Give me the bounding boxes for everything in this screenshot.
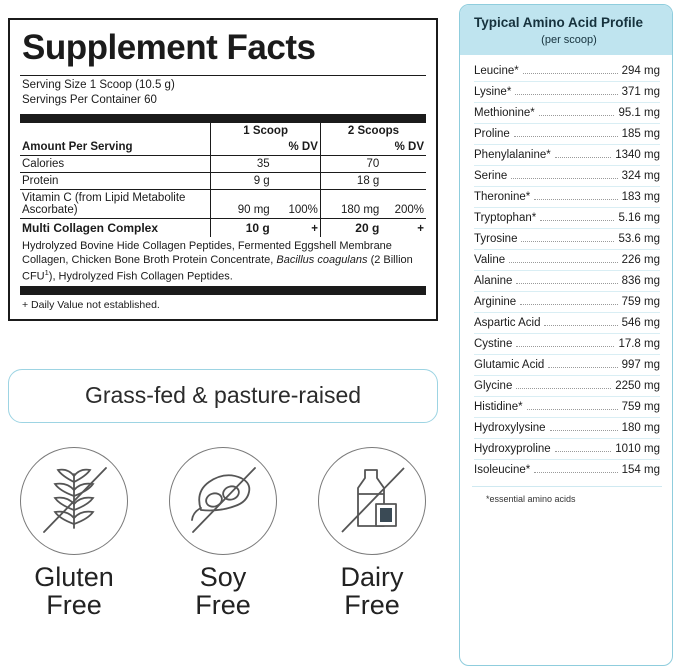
amino-value: 546 mg bbox=[621, 317, 660, 329]
amino-name: Serine bbox=[474, 170, 508, 182]
nutrient-amount-1: 90 mg bbox=[211, 189, 272, 218]
divider-thick-1 bbox=[20, 114, 426, 123]
list-item bbox=[474, 103, 660, 123]
serving-size: Serving Size 1 Scoop (10.5 g) bbox=[22, 78, 175, 91]
list-item bbox=[474, 376, 660, 396]
amino-name: Glycine bbox=[474, 380, 513, 392]
list-item bbox=[474, 355, 660, 375]
amino-name: Phenylalanine* bbox=[474, 149, 551, 161]
table-header-row bbox=[20, 123, 426, 139]
leader-dots bbox=[548, 360, 617, 368]
free-from-group bbox=[8, 447, 438, 620]
complex-desc-line4: ), Hydrolyzed Fish Collagen Peptides. bbox=[48, 270, 233, 283]
leader-dots bbox=[520, 297, 617, 305]
leader-dots bbox=[521, 234, 614, 242]
amino-name: Proline bbox=[474, 128, 510, 140]
amino-name: Tyrosine bbox=[474, 233, 518, 245]
column-header-1-scoop: 1 Scoop bbox=[211, 123, 321, 139]
amino-name: Hydroxyproline bbox=[474, 443, 551, 455]
amino-name: Hydroxylysine bbox=[474, 422, 546, 434]
amount-per-serving-label: Amount Per Serving bbox=[20, 139, 211, 156]
amino-name: Theronine* bbox=[474, 191, 531, 203]
list-item bbox=[474, 460, 660, 480]
supplement-facts-panel bbox=[8, 18, 438, 321]
multi-collagen-description-row bbox=[20, 237, 426, 286]
servings-per-container: Servings Per Container 60 bbox=[22, 94, 157, 107]
dv-header-2: % DV bbox=[381, 139, 426, 156]
amino-name: Arginine bbox=[474, 296, 517, 308]
list-item bbox=[474, 61, 660, 81]
list-item bbox=[474, 82, 660, 102]
amino-name: Tryptophan* bbox=[474, 212, 537, 224]
amino-value: 997 mg bbox=[621, 359, 660, 371]
list-item bbox=[474, 292, 660, 312]
free-from-label bbox=[8, 563, 140, 620]
amino-value: 836 mg bbox=[621, 275, 660, 287]
free-from-line1: Dairy bbox=[340, 561, 404, 592]
amino-name: Cystine bbox=[474, 338, 513, 350]
leader-dots bbox=[534, 192, 617, 200]
free-from-item bbox=[8, 447, 140, 620]
amino-name: Isoleucine* bbox=[474, 464, 531, 476]
amino-value: 1010 mg bbox=[615, 443, 660, 455]
leader-dots bbox=[511, 171, 617, 179]
amino-value: 5.16 mg bbox=[618, 212, 660, 224]
leader-dots bbox=[516, 276, 617, 284]
leader-dots bbox=[515, 87, 617, 95]
amino-value: 324 mg bbox=[621, 170, 660, 182]
leader-dots bbox=[544, 318, 617, 326]
list-item bbox=[474, 418, 660, 438]
nutrient-dv-1 bbox=[272, 172, 321, 189]
nutrient-amount-2: 18 g bbox=[320, 172, 381, 189]
leader-dots bbox=[555, 150, 612, 158]
nutrient-dv-2: 200% bbox=[381, 189, 426, 218]
divider-thin-top bbox=[20, 75, 426, 76]
amino-value: 17.8 mg bbox=[618, 338, 660, 350]
left-column bbox=[8, 18, 438, 620]
complex-dv-1: + bbox=[311, 222, 318, 235]
nutrient-dv-1: 100% bbox=[272, 189, 321, 218]
amino-value: 1340 mg bbox=[615, 149, 660, 161]
leader-dots bbox=[534, 465, 617, 473]
nutrient-amount-1: 9 g bbox=[211, 172, 272, 189]
list-item bbox=[474, 439, 660, 459]
leader-dots bbox=[527, 402, 618, 410]
amino-panel-subtitle: (per scoop) bbox=[541, 34, 597, 46]
free-from-line2: Free bbox=[344, 590, 400, 621]
amino-panel-header bbox=[460, 5, 672, 55]
list-item bbox=[474, 271, 660, 291]
leader-dots bbox=[523, 66, 618, 74]
list-item bbox=[474, 187, 660, 207]
list-item bbox=[474, 334, 660, 354]
free-from-line1: Soy bbox=[199, 561, 247, 592]
complex-desc-line3: (2 Billion CFU bbox=[22, 254, 413, 283]
amino-footnote: *essential amino acids bbox=[472, 486, 662, 504]
nutrient-dv-2 bbox=[381, 172, 426, 189]
complex-name: Multi Collagen Complex bbox=[22, 220, 159, 235]
list-item bbox=[474, 166, 660, 186]
amino-name: Leucine* bbox=[474, 65, 519, 77]
nutrient-name: Vitamin C (from Lipid Metabolite Ascorbate) bbox=[20, 189, 211, 218]
leader-dots bbox=[540, 213, 614, 221]
amino-name: Histidine* bbox=[474, 401, 523, 413]
amino-value: 226 mg bbox=[621, 254, 660, 266]
grass-fed-badge bbox=[8, 369, 438, 423]
amino-value: 53.6 mg bbox=[618, 233, 660, 245]
nutrient-name: Calories bbox=[20, 155, 211, 172]
soy-crossed-icon bbox=[171, 448, 275, 552]
amino-value: 294 mg bbox=[621, 65, 660, 77]
nutrient-amount-1: 35 bbox=[211, 155, 272, 172]
amino-name: Lysine* bbox=[474, 86, 512, 98]
serving-info bbox=[22, 78, 426, 109]
leader-dots bbox=[539, 108, 615, 116]
supplement-facts-table bbox=[20, 123, 426, 286]
nutrient-amount-2: 180 mg bbox=[320, 189, 381, 218]
amino-value: 371 mg bbox=[621, 86, 660, 98]
list-item bbox=[474, 124, 660, 144]
amino-name: Glutamic Acid bbox=[474, 359, 545, 371]
amino-acid-panel bbox=[459, 4, 673, 666]
amino-name: Methionine* bbox=[474, 107, 535, 119]
list-item bbox=[474, 145, 660, 165]
amino-value: 759 mg bbox=[621, 401, 660, 413]
wheat-crossed-icon bbox=[22, 448, 126, 552]
complex-amount-2: 20 g bbox=[320, 218, 381, 237]
free-from-line2: Free bbox=[46, 590, 102, 621]
list-item bbox=[474, 313, 660, 333]
nutrient-dv-1 bbox=[272, 155, 321, 172]
soy-free-circle bbox=[169, 447, 277, 555]
table-row bbox=[20, 155, 426, 172]
list-item bbox=[474, 229, 660, 249]
free-from-line2: Free bbox=[195, 590, 251, 621]
complex-desc-sup: 1 bbox=[44, 267, 49, 277]
amino-name: Alanine bbox=[474, 275, 513, 287]
nutrient-name: Protein bbox=[20, 172, 211, 189]
free-from-item bbox=[306, 447, 438, 620]
leader-dots bbox=[514, 129, 618, 137]
free-from-label bbox=[306, 563, 438, 620]
leader-dots bbox=[516, 339, 614, 347]
free-from-item bbox=[157, 447, 289, 620]
dairy-free-circle bbox=[318, 447, 426, 555]
list-item bbox=[474, 208, 660, 228]
column-header-2-scoops: 2 Scoops bbox=[320, 123, 426, 139]
leader-dots bbox=[509, 255, 618, 263]
amount-per-serving-row bbox=[20, 139, 426, 156]
multi-collagen-row bbox=[20, 218, 426, 237]
nutrient-amount-2: 70 bbox=[320, 155, 381, 172]
complex-desc-line1: Hydrolyzed Bovine Hide Collagen Peptides, Fermented Eggshell Membrane bbox=[22, 239, 392, 252]
dairy-crossed-icon bbox=[320, 448, 424, 552]
leader-dots bbox=[550, 423, 618, 431]
amino-value: 95.1 mg bbox=[618, 107, 660, 119]
amino-value: 180 mg bbox=[621, 422, 660, 434]
divider-thick-2 bbox=[20, 286, 426, 295]
complex-description bbox=[20, 237, 426, 286]
amino-value: 2250 mg bbox=[615, 380, 660, 392]
complex-dv-2: + bbox=[417, 222, 424, 235]
table-row bbox=[20, 189, 426, 218]
gluten-free-circle bbox=[20, 447, 128, 555]
amino-acid-list bbox=[460, 55, 672, 480]
amino-value: 154 mg bbox=[621, 464, 660, 476]
dv-header-1: % DV bbox=[272, 139, 321, 156]
list-item bbox=[474, 250, 660, 270]
complex-desc-italic: Bacillus coagulans bbox=[276, 254, 368, 267]
nutrient-dv-2 bbox=[381, 155, 426, 172]
table-row bbox=[20, 172, 426, 189]
amino-name: Valine bbox=[474, 254, 506, 266]
free-from-label bbox=[157, 563, 289, 620]
amino-value: 185 mg bbox=[621, 128, 660, 140]
amino-panel-title: Typical Amino Acid Profile bbox=[474, 15, 644, 30]
free-from-line1: Gluten bbox=[34, 561, 114, 592]
list-item bbox=[474, 397, 660, 417]
footnote: + Daily Value not established. bbox=[22, 298, 160, 311]
amino-value: 759 mg bbox=[621, 296, 660, 308]
leader-dots bbox=[516, 381, 611, 389]
leader-dots bbox=[555, 444, 612, 452]
amino-value: 183 mg bbox=[621, 191, 660, 203]
page-title: Supplement Facts bbox=[22, 28, 316, 67]
complex-amount-1: 10 g bbox=[211, 218, 272, 237]
grass-fed-label: Grass-fed & pasture-raised bbox=[84, 382, 362, 409]
complex-desc-line2: Collagen, Chicken Bone Broth Protein Concentrate, bbox=[22, 254, 277, 267]
amino-name: Aspartic Acid bbox=[474, 317, 541, 329]
